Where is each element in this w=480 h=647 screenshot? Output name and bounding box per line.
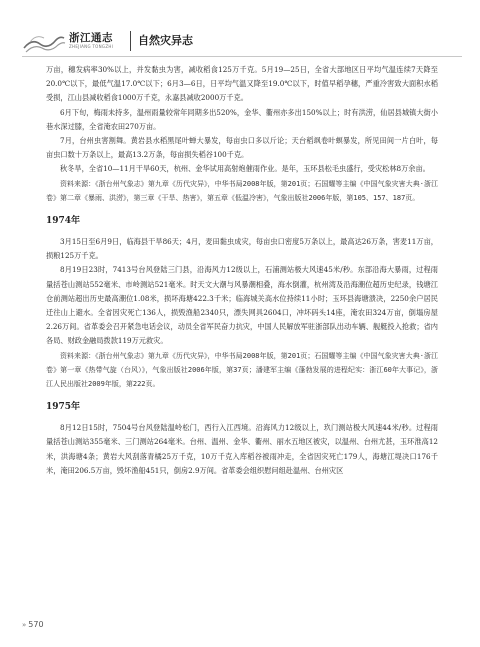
header-separator (130, 31, 131, 51)
source-note: 资料来源：《浙台州气象志》第九章《历代灾异》，中华书局2008年版，第201页；石国耀等主编《中国气象灾害大典·浙江卷》第二章《暴雨、洪涝》，第三章《干旱、热害》，第五章《低温冷害》，气象出版社2006年版，第105、157、187页。 (46, 179, 438, 202)
year-heading-1975: 1975年 (46, 402, 81, 413)
paragraph: 6月下旬，梅雨未持多，温州雨量较常年同期多出520%，金华、衢州亦多出150%以上；时有洪涝，仙居县城镇大街小巷水深过膝，全省淹农田270万亩。 (46, 107, 438, 131)
paragraph: 秋冬旱，全省10—11月干旱60天，杭州、金华试用高射炮催雨作业。是年，玉环县松毛虫盛行，受灾松林8万余亩。 (60, 164, 430, 174)
paragraph: 8月19日23时，7413号台风登陆三门县，沿海风力12级以上，石浦测站极大风速45米/秒。东部沿海大暴雨，过程雨量括苍山测站552毫米、市岭测站521毫米。时天文大潮与风暴潮相叠，海水倒灌，杭州湾及沿海潮位超历史纪录，钱塘江仓前测站超出历史最高潮位1.08米，损坏海塘422.3千米；临海城关高水位持续11小时；玉环县海塘溃决，2250余户居民迁往山上避水。全省因灾死亡136人，损毁渔船2340只，漂失网具2604口，冲坏码头14座，淹农田324万亩，倒塌房屋2.26万间。省革委会召开紧急电话会议，动员全省军民奋力抗灾，中国人民解放军驻浙部队出动车辆、舰艇投入抢救；省内各局、财政金融局拨款119万元救灾。 (46, 265, 438, 346)
page-number: 570 (28, 620, 44, 629)
paragraph: 万亩，穗发病率30%以上，并发黏虫为害，减收稻食125万千克。5月19—25日，全省大部地区日平均气温连续7天降至20.0℃以下，最低气温17.0℃以下；6月3—6日，日平均气温又降至19.0℃以下，时值早稻孕穗，严重冷害致大面积水稻受损，江山县减收稻食1000万千克，永嘉县减收2000万千克。 (46, 65, 438, 103)
chapter-title: 自然灾异志 (138, 34, 193, 47)
paragraph: 3月15日至6月9日，临海县干旱86天；4月，麦田黏虫成灾，每亩虫口密度5万条以上，最高达26万条，害麦11万亩，损粮125万千克。 (46, 237, 438, 261)
year-heading-1974: 1974年 (46, 216, 81, 227)
source-note: 资料来源：《浙台州气象志》第九章《历代灾异》，中华书局2008年版，第201页；石国耀等主编《中国气象灾害大典·浙江卷》第一章《热带气旋（台风）》，气象出版社2006年版，第37页；潘建军主编《蓬勃发展的进程纪实：浙江60年大事记》，浙江人民出版社2009年版，第222页。 (46, 351, 438, 389)
page-content (46, 63, 438, 478)
brand-title: 浙江通志 (69, 32, 113, 44)
header-rule (22, 56, 462, 57)
page-footer (22, 620, 44, 629)
brand-subtitle: ZHEJIANG TONGZHI (69, 44, 114, 49)
wave-logo-icon (22, 28, 66, 56)
page-header (22, 28, 462, 56)
double-chevron-icon: » (22, 621, 27, 629)
paragraph: 8月12日15时，7504号台风登陆温岭松门，西行入江西境。沿海风力12级以上，玖门测站极大风速44米/秒。过程雨量括苍山测站355毫米、三门测站264毫米。台州、温州、金华、衢州、丽水五地区被灾，以温州、台州尤甚，玉环淮高12米，洪海塘4条；黄岩大风刮落青橘25万千克，10万千克入库稻谷被雨冲走，全省因灾死亡179人，海塘江堤决口176千米，淹田206.5万亩，毁坏渔船451只，倒房2.9万间。省革委会组织慰问组赴温州、台州灾区 (46, 423, 438, 475)
paragraph: 7月，台州虫害割舞。黄岩县水稻黑尾叶蝉大暴发，每亩虫口多以斤论；天台稻飒卷叶螟暴发，所见田间一片白叶，每亩虫口数十万条以上，最高13.2万条，每亩损失稻谷100千克。 (46, 136, 438, 160)
